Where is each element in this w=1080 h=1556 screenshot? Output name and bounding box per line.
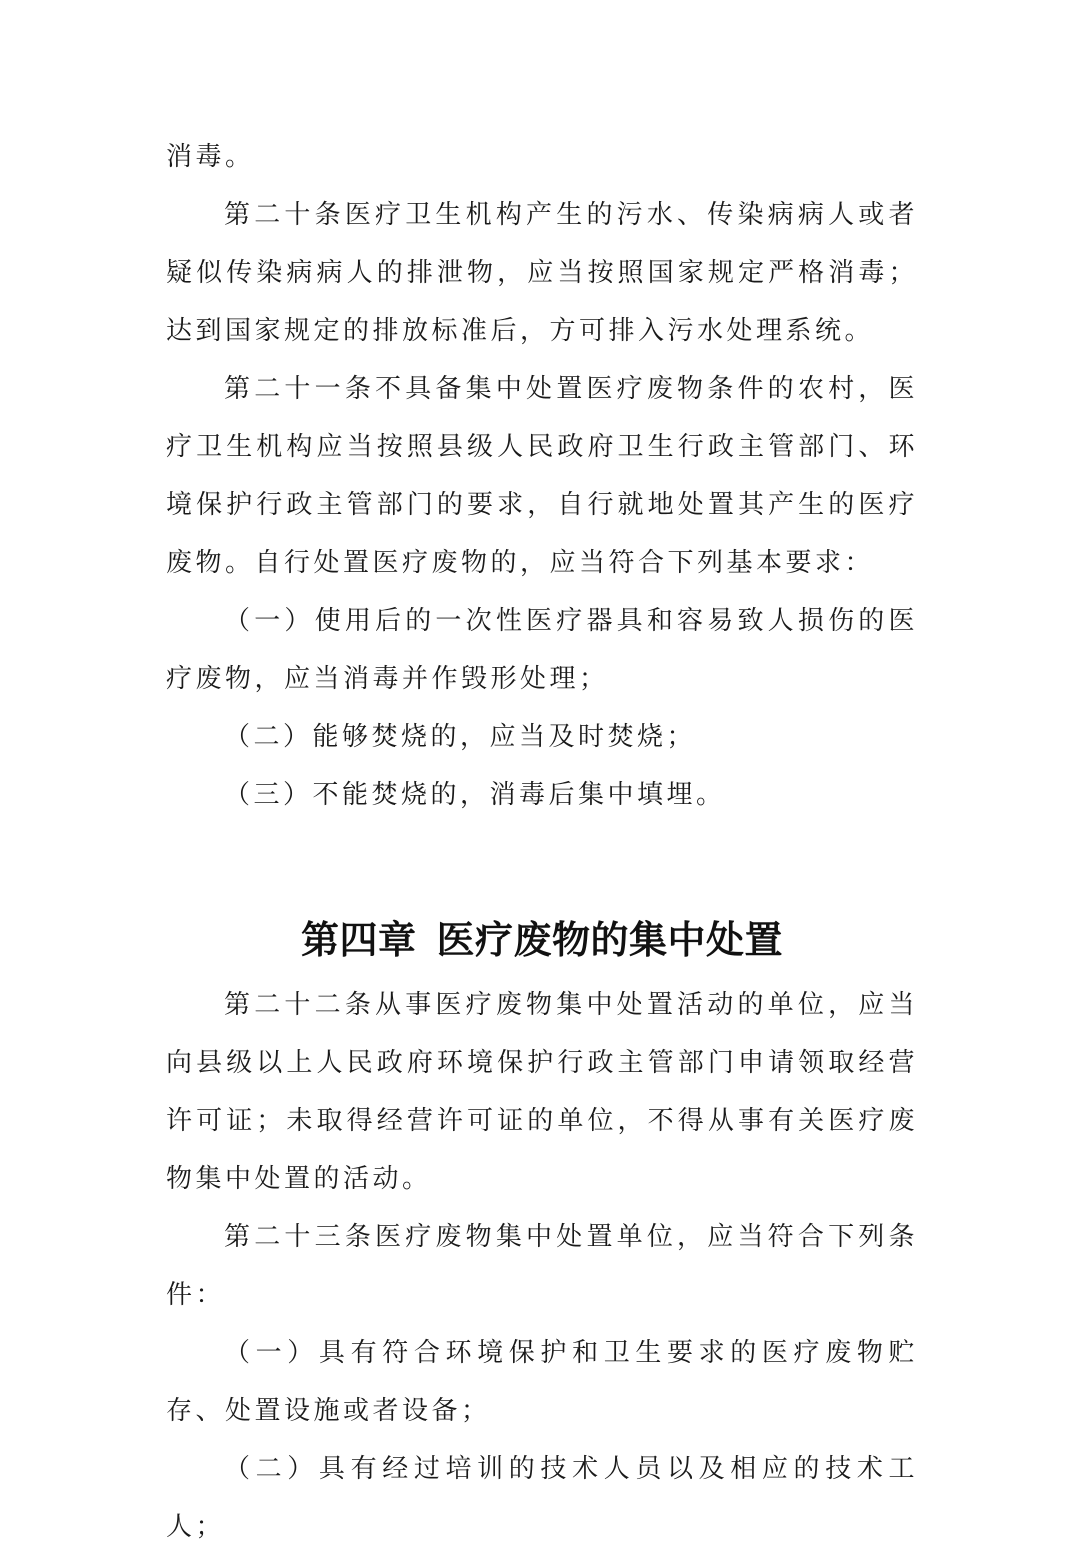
article-23-item-2: （二）具有经过培训的技术人员以及相应的技术工人； <box>166 1454 918 1542</box>
chapter-heading <box>166 824 918 976</box>
article-20: 第二十条医疗卫生机构产生的污水、传染病病人或者疑似传染病病人的排泄物，应当按照国家规定严格消毒；达到国家规定的排放标准后，方可排入污水处理系统。 <box>166 200 918 346</box>
article-22: 第二十二条从事医疗废物集中处置活动的单位，应当向县级以上人民政府环境保护行政主管部门申请领取经营许可证；未取得经营许可证的单位，不得从事有关医疗废物集中处置的活动。 <box>166 990 918 1194</box>
document-body <box>166 128 918 1556</box>
article-21-item-2: （二）能够焚烧的，应当及时焚烧； <box>224 722 697 752</box>
chapter-title: 医疗废物的集中处置 <box>436 918 784 962</box>
paragraph-continuation: 消毒。 <box>166 142 255 172</box>
article-21: 第二十一条不具备集中处置医疗废物条件的农村，医疗卫生机构应当按照县级人民政府卫生行政主管部门、环境保护行政主管部门的要求，自行就地处置其产生的医疗废物。自行处置医疗废物的，应当符合下列基本要求： <box>166 374 918 578</box>
article-23: 第二十三条医疗废物集中处置单位，应当符合下列条件： <box>166 1222 918 1310</box>
article-23-item-1: （一）具有符合环境保护和卫生要求的医疗废物贮存、处置设施或者设备； <box>166 1338 918 1426</box>
article-21-item-1: （一）使用后的一次性医疗器具和容易致人损伤的医疗废物，应当消毒并作毁形处理； <box>166 606 918 694</box>
chapter-number: 第四章 <box>300 918 417 962</box>
article-21-item-3: （三）不能焚烧的，消毒后集中填埋。 <box>224 780 726 810</box>
